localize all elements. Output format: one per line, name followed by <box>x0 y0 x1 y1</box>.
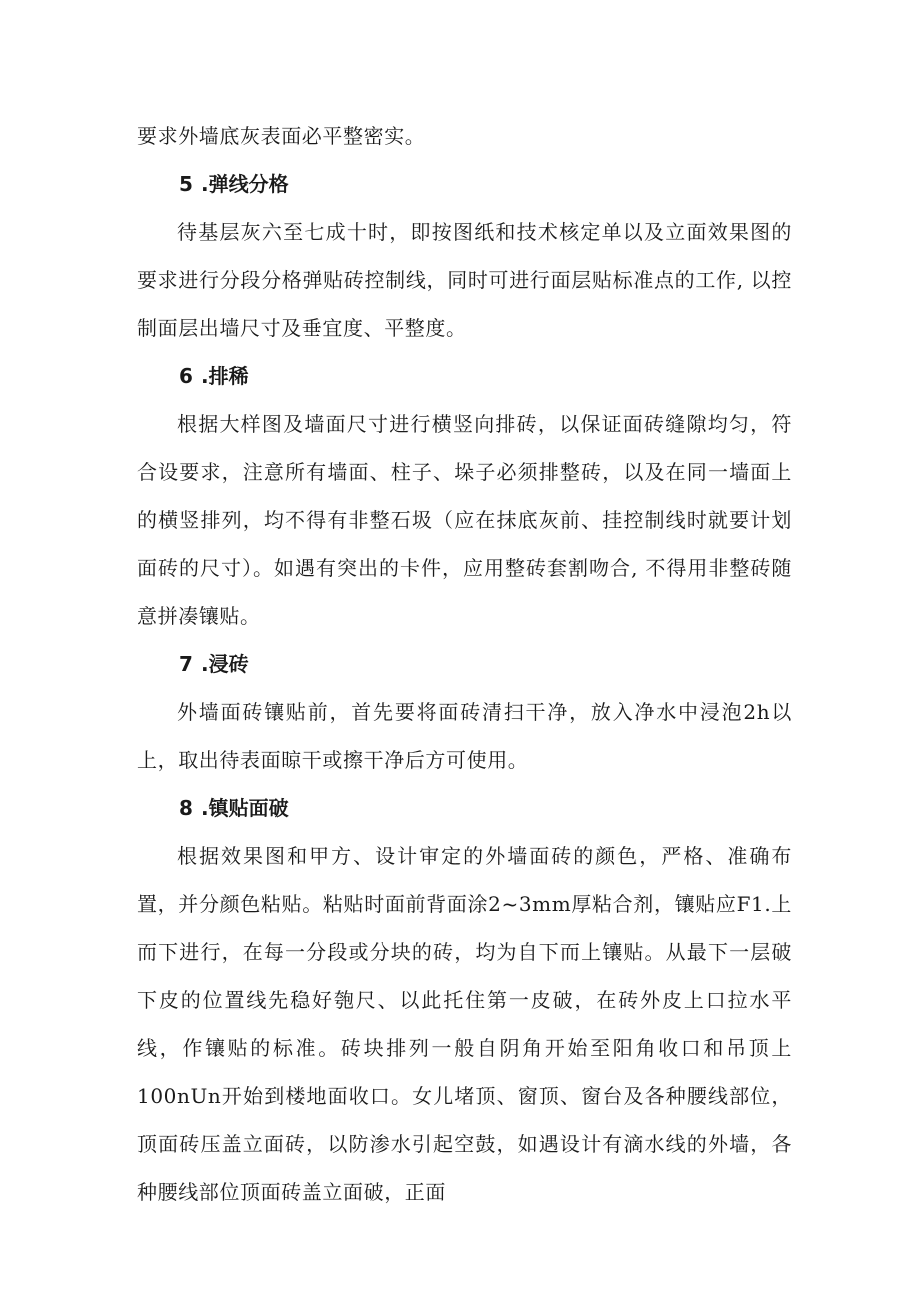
section-number: 7 <box>179 652 193 676</box>
section-number: 8 <box>179 796 193 820</box>
section-title: .排稀 <box>201 364 249 388</box>
section-heading-8 <box>137 784 792 832</box>
section-body-8: 根据效果图和甲方、设计审定的外墙面砖的颜色，严格、准确布置，并分颜色粘贴。粘贴时面前背面涂2~3mm厚粘合剂，镶贴应F1.上而下进行，在每一分段或分块的砖，均为自下而上镶贴。从最下一层破下皮的位置线先稳好匏尺、以此托住第一皮破，在砖外皮上口拉水平线，作镶贴的标准。砖块排列一般自阴角开始至阳角收口和吊顶上100nUn开始到楼地面收口。女儿堵顶、窗顶、窗台及各种腰线部位，顶面砖压盖立面砖，以防渗水引起空鼓，如遇设计有滴水线的外墙，各种腰线部位顶面砖盖立面破，正面 <box>137 844 792 1204</box>
paragraph-intro: 要求外墙底灰表面必平整密实。 <box>137 124 426 148</box>
section-title: .浸砖 <box>201 652 249 676</box>
section-heading-5 <box>137 160 792 208</box>
section-number: 5 <box>179 172 193 196</box>
section-number: 6 <box>179 364 193 388</box>
section-body-7: 外墙面砖镶贴前，首先要将面砖清扫干净，放入净水中浸泡2h以上，取出待表面晾干或擦干净后方可使用。 <box>137 700 792 772</box>
section-body-5: 待基层灰六至七成十时，即按图纸和技术核定单以及立面效果图的要求进行分段分格弹贴砖控制线，同时可进行面层贴标准点的工作, 以控制面层出墙尺寸及垂宜度、平整度。 <box>137 220 792 340</box>
section-title: .弹线分格 <box>201 172 289 196</box>
section-heading-7 <box>137 640 792 688</box>
section-body-6: 根据大样图及墙面尺寸进行横竖向排砖，以保证面砖缝隙均匀，符合设要求，注意所有墙面、柱子、垛子必须排整砖，以及在同一墙面上的横竖排列，均不得有非整石圾（应在抹底灰前、挂控制线时就要计划面砖的尺寸）。如遇有突出的卡件，应用整砖套割吻合, 不得用非整砖随意拼凑镶贴。 <box>137 412 792 628</box>
document-body <box>137 112 792 1216</box>
section-heading-6 <box>137 352 792 400</box>
section-title: .镇贴面破 <box>201 796 289 820</box>
